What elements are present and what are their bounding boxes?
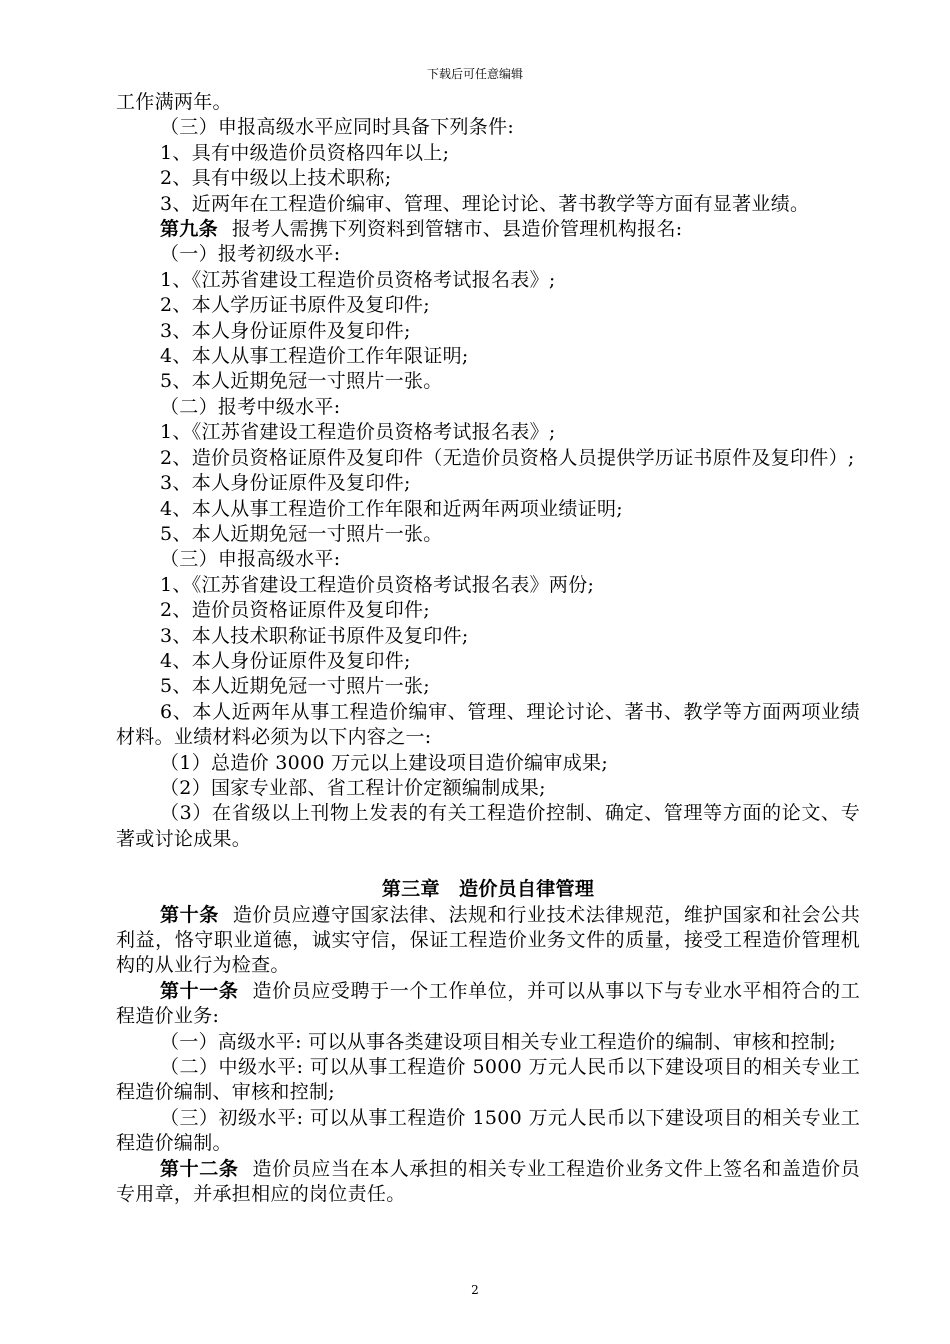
body-paragraph: 2、本人学历证书原件及复印件; bbox=[160, 294, 430, 317]
article-text: 造价员应当在本人承担的相关专业工程造价业务文件上签名和盖造价员专用章，并承担相应的岗位责任。 bbox=[116, 1157, 860, 1206]
article-text: 造价员应受聘于一个工作单位，并可以从事以下与专业水平相符合的工程造价业务: bbox=[116, 979, 860, 1028]
body-paragraph: 5、本人近期免冠一寸照片一张; bbox=[160, 675, 430, 698]
article-label: 第十一条 bbox=[160, 979, 239, 1002]
body-paragraph: （1）总造价 3000 万元以上建设项目造价编审成果; bbox=[160, 751, 609, 774]
body-paragraph: 1、《江苏省建设工程造价员资格考试报名表》; bbox=[160, 421, 556, 444]
body-paragraph: （三）申报高级水平: bbox=[160, 548, 341, 571]
article-text: 造价员应遵守国家法律、法规和行业技术法律规范，维护国家和社会公共利益，恪守职业道德，诚实守信，保证工程造价业务文件的质量，接受工程造价管理机构的从业行为检查。 bbox=[116, 903, 860, 977]
body-paragraph: （二）中级水平: 可以从事工程造价 5000 万元人民币以下建设项目的相关专业工程造价编制、审核和控制; bbox=[116, 1056, 860, 1104]
body-paragraph: 5、本人近期免冠一寸照片一张。 bbox=[160, 522, 443, 545]
article-paragraph bbox=[116, 903, 860, 979]
body-paragraph: 2、具有中级以上技术职称; bbox=[160, 167, 392, 190]
body-paragraph: （二）报考中级水平: bbox=[160, 395, 341, 418]
body-paragraph: （一）高级水平: 可以从事各类建设项目相关专业工程造价的编制、审核和控制; bbox=[160, 1030, 836, 1053]
page-header: 下载后可任意编辑 bbox=[426, 67, 523, 81]
article-text: 报考人需携下列资料到管辖市、县造价管理机构报名: bbox=[231, 218, 683, 241]
document-body bbox=[116, 90, 860, 1207]
body-paragraph: 1、《江苏省建设工程造价员资格考试报名表》两份; bbox=[160, 573, 595, 596]
body-paragraph: 3、本人身份证原件及复印件; bbox=[160, 472, 411, 495]
article-paragraph bbox=[116, 1157, 860, 1208]
body-paragraph: 1、《江苏省建设工程造价员资格考试报名表》; bbox=[160, 268, 556, 291]
body-paragraph: （3）在省级以上刊物上发表的有关工程造价控制、确定、管理等方面的论文、专著或讨论成果。 bbox=[116, 802, 860, 850]
body-paragraph: 4、本人身份证原件及复印件; bbox=[160, 649, 411, 672]
article-paragraph bbox=[116, 979, 860, 1030]
body-paragraph: 3、近两年在工程造价编审、管理、理论讨论、著书教学等方面有显著业绩。 bbox=[160, 192, 810, 215]
body-paragraph: 5、本人近期免冠一寸照片一张。 bbox=[160, 370, 443, 393]
body-paragraph: 3、本人身份证原件及复印件; bbox=[160, 319, 411, 342]
body-paragraph: （2）国家专业部、省工程计价定额编制成果; bbox=[160, 776, 546, 799]
body-paragraph: （三）申报高级水平应同时具备下列条件: bbox=[160, 116, 515, 139]
body-paragraph: 4、本人从事工程造价工作年限证明; bbox=[160, 345, 469, 368]
article-paragraph bbox=[116, 217, 860, 242]
body-paragraph: 2、造价员资格证原件及复印件（无造价员资格人员提供学历证书原件及复印件）; bbox=[160, 446, 855, 469]
body-paragraph: 3、本人技术职称证书原件及复印件; bbox=[160, 624, 469, 647]
body-paragraph: 2、造价员资格证原件及复印件; bbox=[160, 599, 430, 622]
article-label: 第十二条 bbox=[160, 1157, 239, 1180]
body-paragraph: （三）初级水平: 可以从事工程造价 1500 万元人民币以下建设项目的相关专业工程造价编制。 bbox=[116, 1106, 860, 1155]
page-number: 2 bbox=[471, 1283, 479, 1297]
body-paragraph: 4、本人从事工程造价工作年限和近两年两项业绩证明; bbox=[160, 497, 623, 520]
article-label: 第九条 bbox=[160, 218, 218, 241]
body-paragraph: 6、本人近两年从事工程造价编审、管理、理论讨论、著书、教学等方面两项业绩材料。业绩材料必须为以下内容之一: bbox=[116, 700, 860, 749]
body-paragraph: （一）报考初级水平: bbox=[160, 243, 341, 266]
article-label: 第十条 bbox=[160, 903, 219, 926]
body-paragraph: 1、具有中级造价员资格四年以上; bbox=[160, 141, 450, 164]
chapter-heading: 第三章 造价员自律管理 bbox=[381, 878, 595, 901]
body-paragraph: 工作满两年。 bbox=[116, 91, 232, 113]
